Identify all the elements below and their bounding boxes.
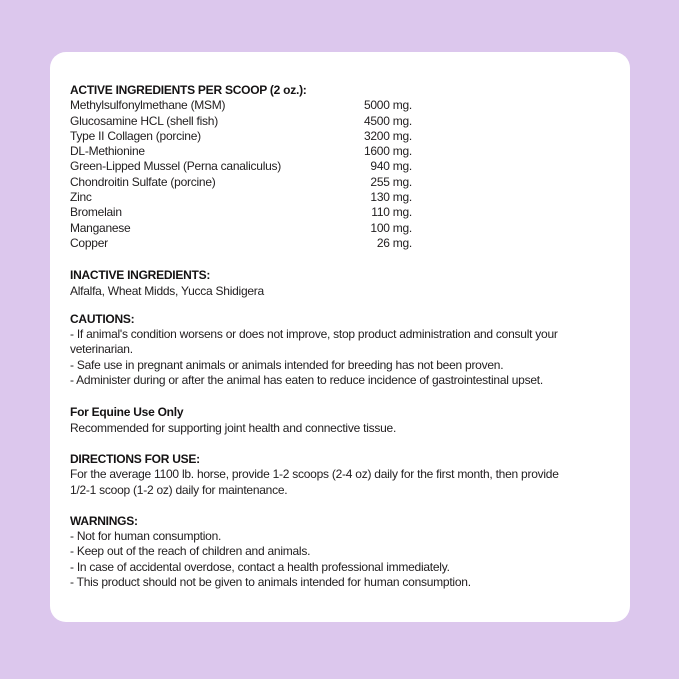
ingredient-name: Chondroitin Sulfate (porcine) [70, 174, 216, 189]
warning-line: - Not for human consumption. [70, 529, 222, 544]
caution-line: - Safe use in pregnant animals or animals intended for breeding has not been proven. [70, 357, 504, 372]
ingredient-amount: 130 mg. [370, 190, 412, 205]
ingredient-amount: 100 mg. [370, 220, 412, 235]
ingredient-name: Glucosamine HCL (shell fish) [70, 113, 218, 128]
cautions-heading: CAUTIONS: [70, 311, 135, 326]
warnings-section [70, 514, 606, 590]
inactive-ingredients-text: Alfalfa, Wheat Midds, Yucca Shidigera [70, 283, 264, 298]
active-ingredients-heading: ACTIVE INGREDIENTS PER SCOOP (2 oz.): [70, 83, 307, 97]
warning-line: - In case of accidental overdose, contact a health professional immediately. [70, 559, 450, 574]
ingredient-row [70, 205, 412, 220]
equine-use-text: Recommended for supporting joint health and connective tissue. [70, 420, 397, 435]
caution-line: veterinarian. [70, 342, 133, 357]
directions-section [70, 452, 606, 498]
ingredient-row [70, 129, 412, 144]
directions-text [70, 467, 606, 498]
ingredient-amount: 26 mg. [376, 235, 412, 250]
ingredient-row [70, 190, 412, 205]
ingredient-name: DL-Methionine [70, 144, 145, 159]
warnings-text [70, 529, 606, 590]
warning-line: - This product should not be given to animals intended for human consumption. [70, 575, 471, 590]
ingredient-amount: 4500 mg. [363, 113, 412, 128]
ingredient-name: Copper [70, 235, 108, 250]
equine-use-section [70, 405, 606, 436]
ingredient-amount: 255 mg. [370, 174, 412, 189]
directions-heading: DIRECTIONS FOR USE: [70, 451, 200, 466]
ingredient-row [70, 98, 412, 113]
ingredient-amount: 1600 mg. [363, 144, 412, 159]
ingredient-name: Zinc [70, 190, 92, 205]
ingredient-name: Methylsulfonylmethane (MSM) [70, 98, 226, 113]
cautions-text [70, 327, 606, 388]
ingredient-name: Bromelain [70, 205, 122, 220]
ingredient-row [70, 236, 412, 251]
ingredient-amount: 940 mg. [370, 159, 412, 174]
equine-use-heading: For Equine Use Only [70, 405, 184, 420]
ingredient-amount: 3200 mg. [363, 128, 412, 143]
inactive-ingredients-heading: INACTIVE INGREDIENTS: [70, 268, 211, 283]
cautions-section [70, 312, 606, 388]
ingredient-name: Green-Lipped Mussel (Perna canaliculus) [70, 159, 282, 174]
active-ingredients-table [70, 98, 412, 251]
ingredient-amount: 5000 mg. [363, 98, 412, 113]
directions-line: For the average 1100 lb. horse, provide 1-2 scoops (2-4 oz) daily for the first month, then provide [70, 467, 559, 482]
caution-line: - Administer during or after the animal has eaten to reduce incidence of gastrointestinal upset. [70, 373, 543, 388]
ingredient-row [70, 159, 412, 174]
supplement-facts-label [50, 52, 630, 622]
inactive-ingredients-section [70, 268, 606, 299]
ingredient-row [70, 114, 412, 129]
ingredient-row [70, 144, 412, 159]
ingredient-row [70, 221, 412, 236]
ingredient-amount: 110 mg. [371, 205, 412, 220]
directions-line: 1/2-1 scoop (1-2 oz) daily for maintenance. [70, 482, 288, 497]
ingredient-name: Type II Collagen (porcine) [70, 128, 201, 143]
ingredient-name: Manganese [70, 220, 131, 235]
warnings-heading: WARNINGS: [70, 513, 138, 528]
warning-line: - Keep out of the reach of children and animals. [70, 544, 311, 559]
caution-line: - If animal's condition worsens or does not improve, stop product administration and consult your [70, 327, 558, 342]
ingredient-row [70, 175, 412, 190]
active-ingredients-section [70, 83, 606, 251]
